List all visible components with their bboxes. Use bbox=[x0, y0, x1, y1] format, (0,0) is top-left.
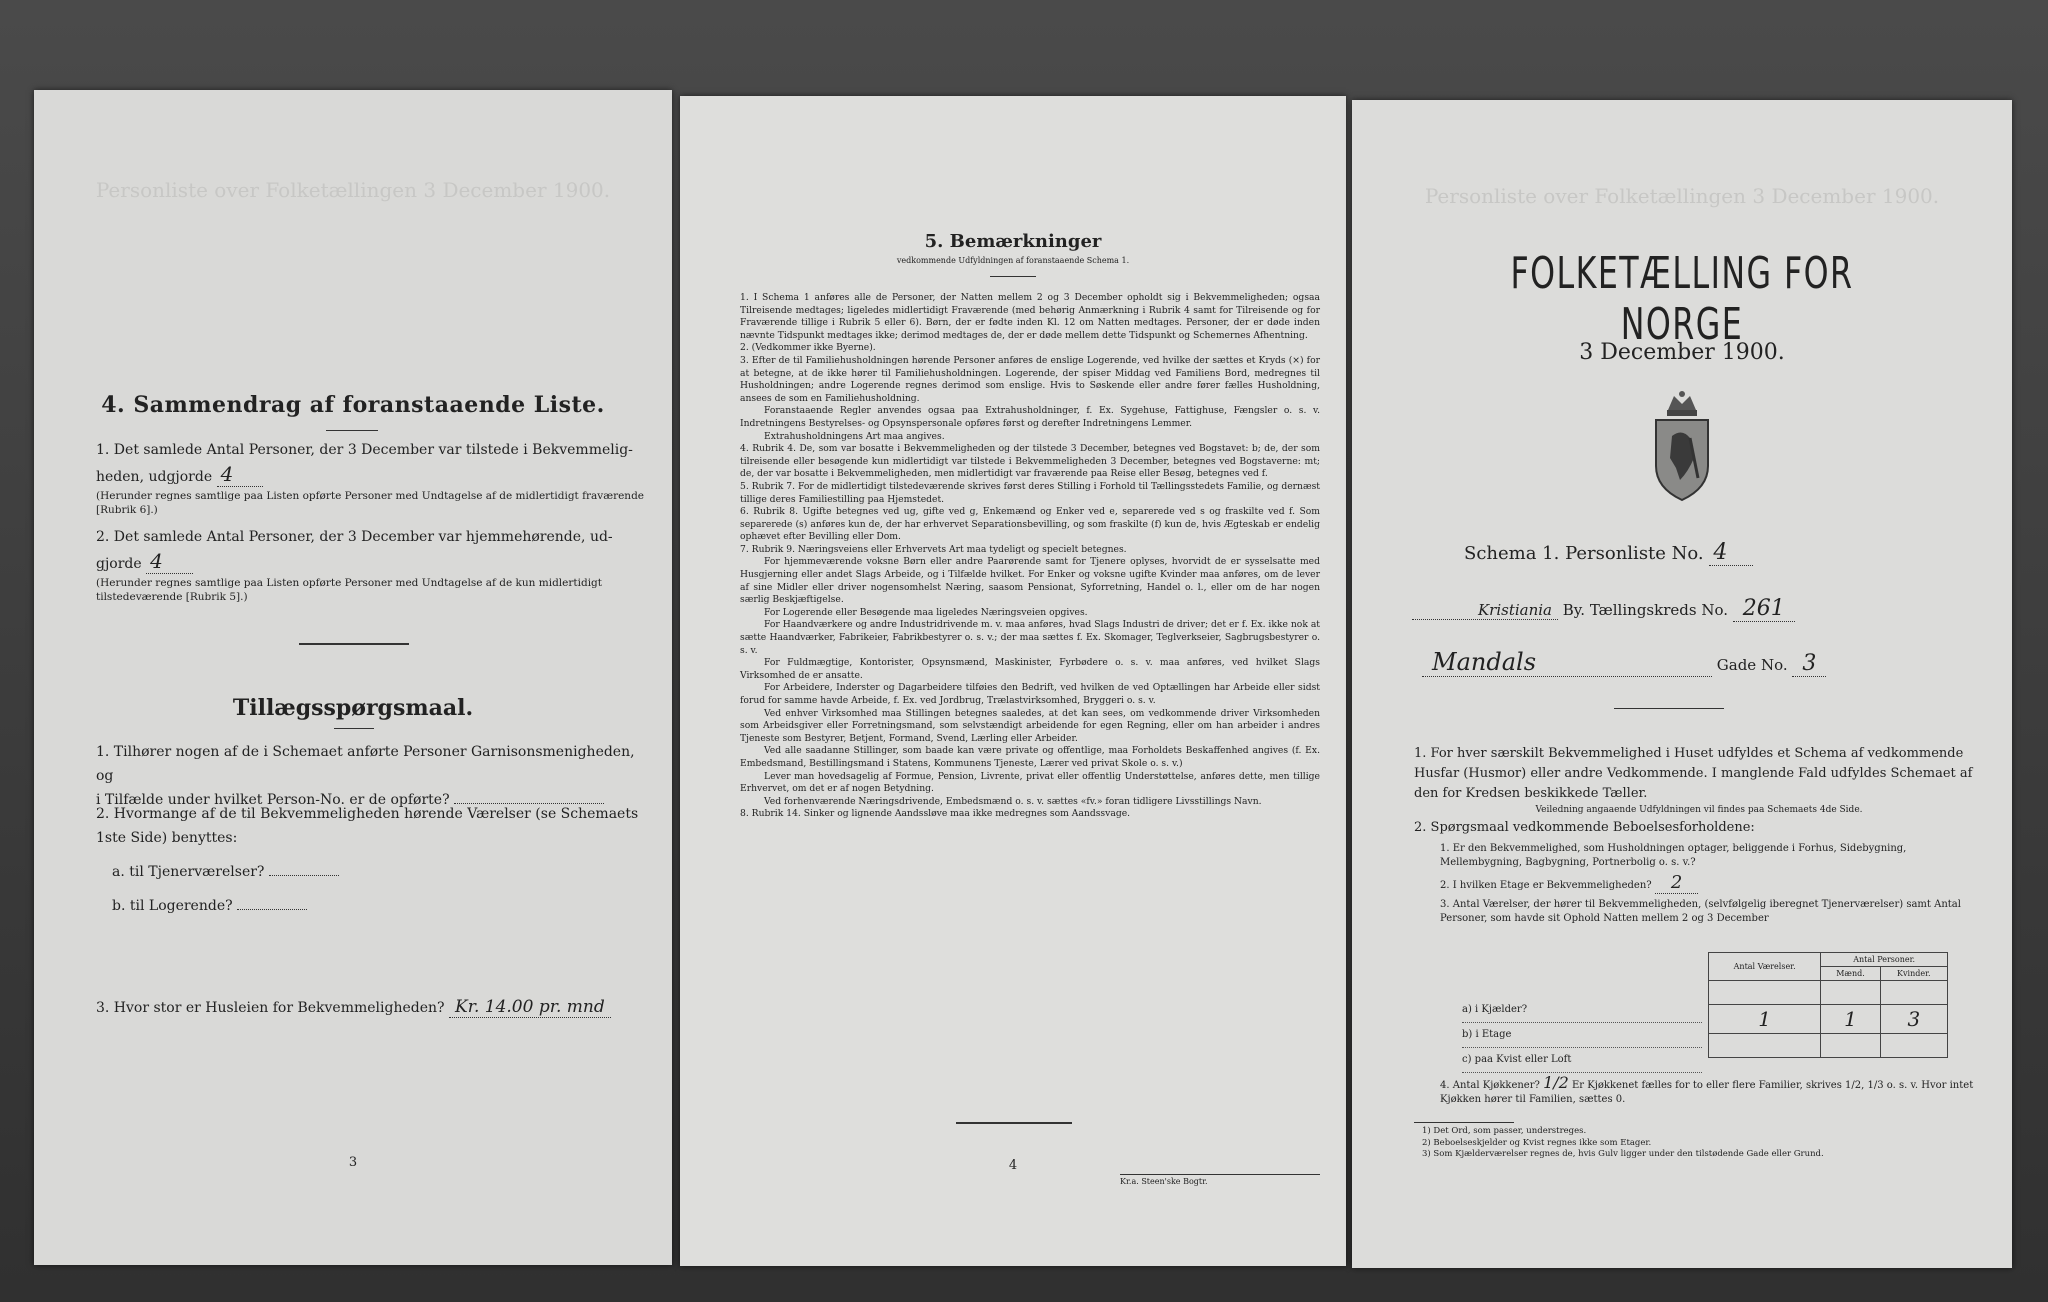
remark-paragraph: 4. Rubrik 4. De, som var bosatte i Bekvemmeligheden og der tilstede 3 December, betegnes ved Bogstavet: b; de, der som tilreisende eller besøgende kun midlertidigt var tilstede i Bekvemmeligheden 3 December, betegnes ved Bogstaverne: mt; de, der var bosatte i Bekvemmeligheden, men midlertidigt var fraværende paa Reise eller Besøg, betegnes ved f. bbox=[740, 443, 1320, 480]
city-line: Kristiania By. Tællingskreds No. 261 bbox=[1412, 596, 1972, 621]
remark-paragraph: 1. I Schema 1 anføres alle de Personer, der Natten mellem 2 og 3 December opholdt sig i Bekvemmeligheden; ogsaa Tilreisende medtages; ligeledes midlertidigt Fraværende (med behørig Anmærkning i Rubrik 4 samt for Tilreisende og for Fraværende tillige i Rubrik 5 eller 6). Børn, der er fødte inden Kl. 12 om Natten medtages. Personer, der er døde inden nævnte Tidspunkt medtages ikke; derimod medtages de, der er døde mellem dette Tidspunkt og Schemernes Afhentning. bbox=[740, 292, 1320, 341]
norwegian-coat-of-arms-icon bbox=[1640, 388, 1724, 508]
summary-title: 4. Sammendrag af foranstaaende Liste. bbox=[101, 392, 605, 418]
remark-paragraph: 3. Efter de til Familiehusholdningen hørende Personer anføres de enslige Logerende, ved hvilke der sættes et Kryds (×) for at betegne, at de ikke hører til Familiehusholdningen. Logerende, der spiser Middag ved Familiens Bord, medregnes til Husholdningen; andre Logerende regnes derimod som enslige. Hvis to Søskende eller andre fører fælles Husholdning, ansees de som en Familiehusholdning. bbox=[740, 354, 1320, 404]
remarks-body bbox=[740, 292, 1320, 821]
city-value: Kristiania bbox=[1412, 601, 1558, 620]
q1-handwritten-value: 4 bbox=[217, 462, 264, 487]
census-title: FOLKETÆLLING FOR NORGE bbox=[1510, 248, 1854, 350]
street-line: Mandals Gade No. 3 bbox=[1422, 648, 1982, 677]
remark-paragraph: For Logerende eller Besøgende maa ligeledes Næringsveien opgives. bbox=[764, 606, 1088, 618]
extra-question-2: 2. Hvormange af de til Bekvemmeligheden hørende Værelser (se Schemaets 1ste Side) benyttes: a. til Tjenerværelser? b. til Logerende? bbox=[96, 806, 639, 914]
extra-questions-title: Tillægsspørgsmaal. bbox=[232, 695, 474, 721]
footnotes: 1) Det Ord, som passer, understreges. 2) Beboelseskjelder og Kvist regnes ikke som Etager. 3) Som Kjælderværelser regnes de, hvis Gulv ligger under den tilstødende Gade eller Grund. bbox=[1422, 1126, 1824, 1159]
rent-handwritten-value: Kr. 14.00 pr. mnd bbox=[449, 997, 611, 1018]
divider bbox=[299, 643, 409, 645]
rooms-persons-table bbox=[1708, 952, 1948, 1058]
remark-paragraph: For Haandværkere og andre Industridrivende m. v. maa anføres, hvad Slags Industri de driver; det er f. Ex. ikke nok at sætte Haandværker, Fabrikeier, Fabrikbestyrer o. s. v.; der maa sættes f. Ex. Skomager, Teglverkseier, Sagbrugsbestyrer o. s. v. bbox=[740, 619, 1320, 656]
remark-paragraph: 6. Rubrik 8. Ugifte betegnes ved ug, gifte ved g, Enkemænd og Enker ved e, separerede ved s og fraskilte ved f. Som separerede (s) anføres kun de, der har erhvervet Separationsbevilling, og som fraskilte (f) kun de, hvis Ægteskab er endelig ophævet efter Bevilling eller Dom. bbox=[740, 506, 1320, 543]
remark-paragraph: For Arbeidere, Inderster og Dagarbeidere tilføies den Bedrift, ved hvilken de ved Optællingen har Arbeide eller sidst forud for samme havde Arbeide, f. Ex. ved Jordbrug, Trælastvirksomhed, Bryggeri o. s. v. bbox=[740, 682, 1320, 706]
remark-paragraph: Ved alle saadanne Stillinger, som baade kan være private og offentlige, maa Forholdets Beskaffenhed angives (f. Ex. Embedsmand, Bestillingsmand i Statens, Kommunens Tjeneste, Lærer ved privat Skole o. s. v.) bbox=[740, 745, 1320, 769]
question-floor: 2. I hvilken Etage er Bekvemmeligheden? 2 bbox=[1440, 876, 1985, 893]
table-row bbox=[1709, 1034, 1948, 1058]
instruction-2: 2. Spørgsmaal vedkommende Beboelsesforholdene: bbox=[1414, 820, 1755, 835]
remark-paragraph: Foranstaaende Regler anvendes ogsaa paa Extrahusholdninger, f. Ex. Sygehuse, Fattighuse, Fængsler o. s. v. Indretningens Bestyrelses- og Opsynspersonale opføres først og derefter Indretningens Lemmer. bbox=[740, 405, 1320, 429]
remark-paragraph: 5. Rubrik 7. For de midlertidigt tilstedeværende skrives først deres Stilling i Forhold til Tællingsstedets Familie, og dernæst tillige deres Familiestilling paa Hjemstedet. bbox=[740, 480, 1320, 505]
remark-paragraph: For hjemmeværende voksne Børn eller andre Paarørende samt for Tjenere oplyses, hvorvidt de er sysselsatte med Husgjerning eller andet Slags Arbeide, og i Tilfælde hvilket. For Enker og voksne ugifte Kvinder maa anføres, om de lever af sine Midler eller driver nogensomhelst Næring, saasom Pensionat, Syforretning, Handel o. l., eller om de har nogen særlig Beskjæftigelse. bbox=[740, 556, 1320, 606]
page-number: 4 bbox=[1008, 1158, 1018, 1173]
street-value: Mandals bbox=[1422, 648, 1712, 677]
footnote-divider bbox=[1414, 1122, 1514, 1123]
divider bbox=[990, 276, 1036, 277]
printer-imprint: Kr.a. Steen'ske Bogtr. bbox=[1120, 1174, 1320, 1186]
remark-paragraph: 2. (Vedkommer ikke Byerne). bbox=[740, 342, 876, 354]
kitchen-value: 1/2 bbox=[1543, 1073, 1569, 1092]
divider bbox=[334, 728, 374, 729]
remark-paragraph: Ved enhver Virksomhed maa Stillingen betegnes saaledes, at det kan sees, om vedkommende driver Virksomheden som Arbeidsgiver eller Forretningsmand, som selvstændigt arbeidende for egen Regning, eller om han arbeider i andres Tjeneste som Bestyrer, Betjent, Formand, Svend, Lærling eller Arbeider. bbox=[740, 707, 1320, 744]
table-row-labels: a) i Kjælder? b) i Etage c) paa Kvist eller Loft bbox=[1462, 998, 1702, 1073]
extra-question-3: 3. Hvor stor er Husleien for Bekvemmeligheden? Kr. 14.00 pr. mnd bbox=[96, 995, 656, 1020]
summary-question-2: 2. Det samlede Antal Personer, der 3 December var hjemmehørende, ud- gjorde 4 (Herunder regnes samtlige paa Listen opførte Personer med Undtagelse af de kun midlertidigt tilstedeværende [Rubrik 5].) bbox=[96, 529, 613, 603]
question-rooms: 3. Antal Værelser, der hører til Bekvemmeligheden, (selvfølgelig iberegnet Tjenerværelser) samt Antal Personer, som havde sit Ophold Natten mellem 2 og 3 December bbox=[1440, 899, 1961, 924]
ghost-bleed-header: Personliste over Folketællingen 3 December 1900. bbox=[1424, 184, 1940, 208]
question-building: 1. Er den Bekvemmelighed, som Husholdningen optager, beliggende i Forhus, Sidebygning, Mellembygning, Bagbygning, Portnerbolig o. s. v.? bbox=[1440, 843, 1907, 868]
census-date: 3 December 1900. bbox=[1579, 340, 1785, 365]
page-right bbox=[1352, 100, 2012, 1268]
remark-paragraph: Ved forhenværende Næringsdrivende, Embedsmænd o. s. v. sættes «fv.» foran tidligere Livsstillings Navn. bbox=[764, 795, 1262, 807]
ghost-bleed-header: Personliste over Folketællingen 3 December 1900. bbox=[95, 178, 611, 202]
table-header: Mænd. bbox=[1821, 967, 1880, 981]
remark-paragraph: 7. Rubrik 9. Næringsveiens eller Erhvervets Art maa tydeligt og specielt betegnes. bbox=[740, 543, 1127, 555]
table-row bbox=[1709, 981, 1948, 1005]
question-kitchens: 4. Antal Kjøkkener? 1/2 Er Kjøkkenet fælles for to eller flere Familier, skrives 1/2, 1/3 o. s. v. Hvor intet Kjøkken hører til Familien, sættes 0. bbox=[1440, 1073, 1974, 1105]
table-header: Antal Værelser. bbox=[1709, 953, 1821, 981]
summary-question-1: 1. Det samlede Antal Personer, der 3 December var tilstede i Bekvemmelig- heden, udgjorde 4 (Herunder regnes samtlige paa Listen opførte Personer med Undtagelse af de midlertidigt fraværende [Rubrik 6].) bbox=[96, 442, 645, 516]
divider bbox=[956, 1122, 1072, 1124]
ornament-divider bbox=[1614, 708, 1724, 709]
table-row: 1 1 3 bbox=[1709, 1005, 1948, 1034]
table-header: Antal Personer. bbox=[1821, 953, 1948, 967]
remark-paragraph: Lever man hovedsagelig af Formue, Pension, Livrente, privat eller offentlig Understøttelse, anføres dette, men tillige Erhvervet, om det er af nogen Betydning. bbox=[740, 770, 1320, 795]
floor-value: 2 bbox=[1655, 872, 1698, 894]
personliste-number: 4 bbox=[1709, 540, 1753, 566]
page-number: 3 bbox=[348, 1155, 358, 1170]
page-middle bbox=[680, 96, 1346, 1266]
instruction-1: 1. For hver særskilt Bekvemmelighed i Huset udfyldes et Schema af vedkommende Husfar (Husmor) eller andre Vedkommende. I manglende Fald udfyldes Schemaet af den for Kredsen beskikkede Tæller. Veiledning angaaende Udfyldningen vil findes paa Schemaets 4de Side. bbox=[1414, 746, 1973, 815]
q2-handwritten-value: 4 bbox=[146, 549, 193, 574]
extra-question-1: 1. Tilhører nogen af de i Schemaet anførte Personer Garnisonsmenigheden, og i Tilfælde under hvilket Person-No. er de opførte? bbox=[96, 744, 635, 808]
gade-number: 3 bbox=[1792, 651, 1826, 677]
table-header: Kvinder. bbox=[1880, 967, 1947, 981]
remark-paragraph: 8. Rubrik 14. Sinker og lignende Aandssløve maa ikke medregnes som Aandssvage. bbox=[740, 808, 1131, 820]
page-left bbox=[34, 90, 672, 1265]
remark-paragraph: For Fuldmægtige, Kontorister, Opsynsmænd, Maskinister, Fyrbødere o. s. v. maa anføres, ved hvilket Slags Virksomhed de er ansatte. bbox=[740, 657, 1320, 681]
remarks-subtitle: vedkommende Udfyldningen af foranstaaende Schema 1. bbox=[896, 256, 1130, 265]
kreds-number: 261 bbox=[1733, 596, 1795, 622]
remarks-title: 5. Bemærkninger bbox=[924, 231, 1102, 252]
divider bbox=[326, 430, 378, 431]
remark-paragraph: Extrahusholdningens Art maa angives. bbox=[764, 430, 945, 442]
schema-line: Schema 1. Personliste No. 4 bbox=[1464, 540, 1753, 565]
